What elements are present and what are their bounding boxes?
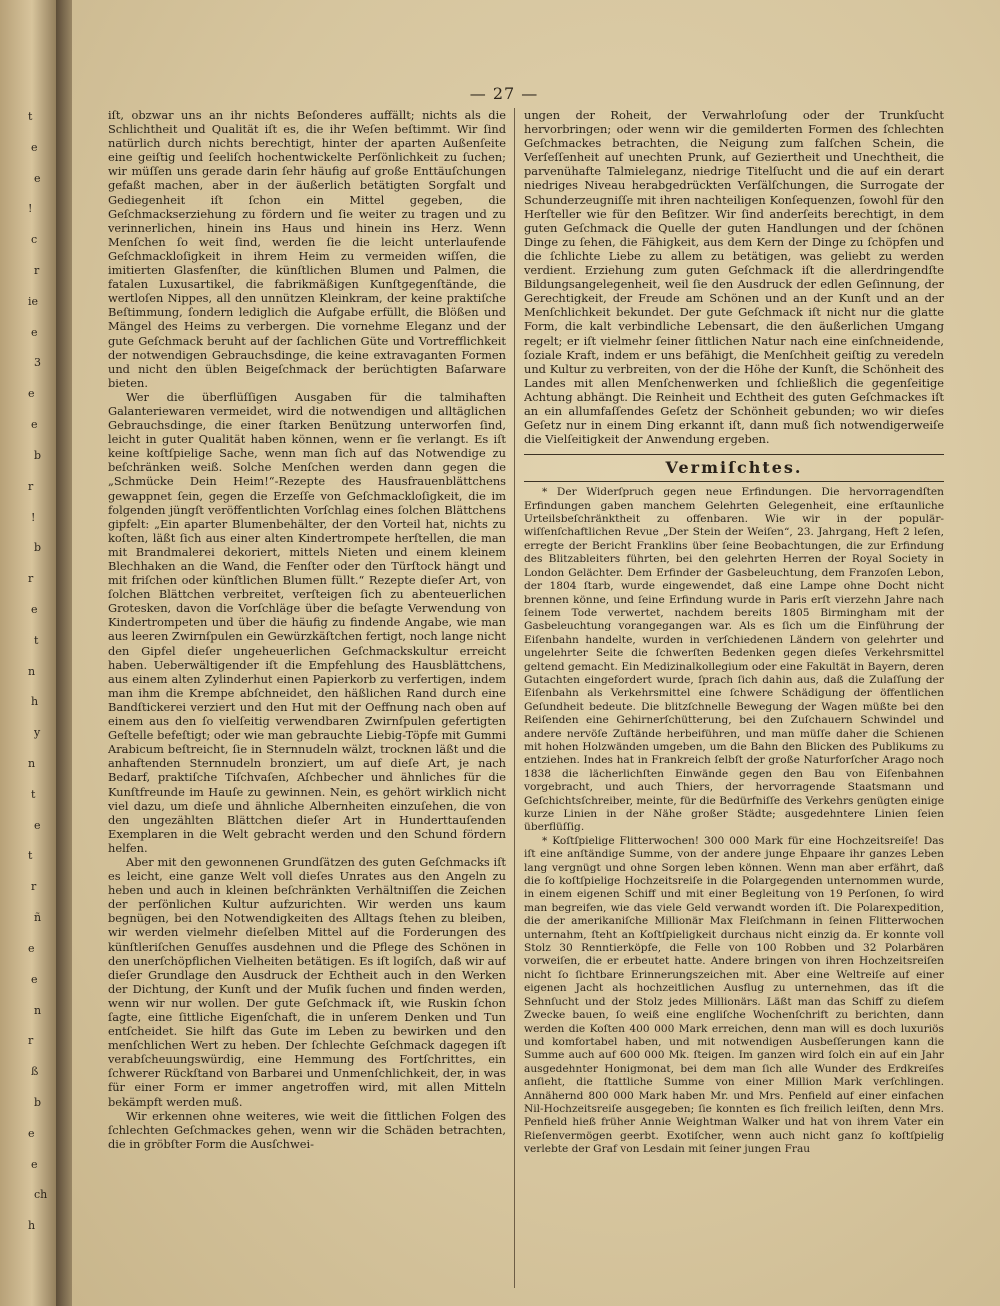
- margin-fragment: h: [28, 1219, 36, 1233]
- previous-page-edge: [0, 0, 58, 1306]
- margin-fragment: e: [34, 171, 41, 185]
- margin-fragment: e: [31, 140, 38, 154]
- margin-fragment: !: [31, 510, 36, 524]
- column-divider: [514, 108, 515, 1288]
- margin-fragment: t: [31, 787, 36, 801]
- margin-fragment: b: [34, 541, 42, 555]
- paragraph: iſt, obzwar uns an ihr nichts Beſonderes auffällt; nichts als die Schlichtheit und Qualität iſt es, die ihr Weſen beſtimmt. Wir ſind natürlich durch nichts berechtigt, hinter der aparten Außenſeite eine geiſtig und ſeeliſch hochentwickelte Perſönlichkeit zu ſuchen; wir müſſen uns gerade darin ſehr häufig auf große Enttäuſchungen gefaßt machen, aber in der äußerlich betätigten Sorgfalt und Gediegenheit iſt ſchon ein Mittel gegeben, die Geſchmackserziehung zu fördern und ſie weiter zu tragen und zu verinnerlichen, hinein ins Haus und hinein ins Herz. Wenn Menſchen ſo weit ſind, werden ſie die leicht unterlaufende Geſchmackloſigkeit in ihrem Heim zu vermeiden wiſſen, die imitierten Glasfenſter, die künſtlichen Blumen und Palmen, die fatalen Luxusartikel, die fabrikmäßigen Kunſtgegenſtände, die wertloſen Nippes, all den unnützen Kleinkram, der keine praktiſche Beſtimmung, ſondern lediglich die Aufgabe erfüllt, die Blößen und Mängel des Heims zu verbergen. Die vornehme Eleganz und der gute Geſchmack beruht auf der ſachlichen Güte und Vortrefflichkeit der notwendigen Gebrauchsdinge, die keine extravaganten Formen und nicht den üblen Beigeſchmack der berüchtigten Baſarware bieten.: [108, 108, 506, 390]
- section-rule: [524, 454, 944, 455]
- margin-fragment: b: [34, 1095, 42, 1109]
- margin-fragment: n: [28, 664, 36, 678]
- paragraph: ungen der Roheit, der Verwahrloſung oder der Trunkſucht hervorbringen; oder wenn wir die gemilderten Formen des ſchlechten Geſchmackes betrachten, die Neigung zum falſchen Schein, die Verſeſſenheit auf unechten Prunk, auf Geziertheit und Unechtheit, die parvenühafte Talmieleganz, niedrige Titelſucht und die auf ein derart niedriges Niveau herabgedrückten Verſälſchungen, die Surrogate der Schunderzeugniſſe mit ihren nachteiligen Konſequenzen, ſowohl für den Herſteller wie für den Beſitzer. Wir ſind anderſeits berechtigt, in dem guten Geſchmack die Quelle der guten Handlungen und der ſchönen Dinge zu ſehen, die Fähigkeit, aus dem Kern der Dinge zu ſchöpfen und die ſchlichte Liebe zu allem zu betätigen, was geliebt zu werden verdient. Erziehung zum guten Geſchmack iſt die allerdringendſte Bildungsangelegenheit, weil ſie den Ausdruck der edlen Geſinnung, der Gerechtigkeit, der Freude am Schönen und an der Kunſt und an der Menſchlichkeit bekundet. Der gute Geſchmack iſt nicht nur die glatte Form, die kalt verbindliche Lebensart, die den äußerlichen Umgang regelt; er iſt vielmehr ſeiner ſittlichen Natur nach eine einſchneidende, ſoziale Kraft, indem er uns befähigt, die Menſchheit geiſtig zu veredeln und Kultur zu verbreiten, von der die Höhe der Kunſt, die Schönheit des Landes mit allen Menſchenwerken und ſchließlich die gegenſeitige Achtung abhängt. Die Reinheit und Echtheit des guten Geſchmackes iſt an ein allumfaſſendes Geſetz der Schönheit gebunden; wo wir dieſes Geſetz nur in einem Ding erkannt iſt, dann muß ſich notwendigerweiſe die Vielſeitigkeit der Anwendung ergeben.: [524, 108, 944, 447]
- margin-fragment: n: [28, 757, 36, 771]
- margin-fragment: e: [31, 1157, 38, 1171]
- margin-fragment: h: [31, 695, 39, 709]
- news-item: * Koſtſpielige Flitterwochen! 300 000 Mark für eine Hochzeitsreiſe! Das iſt eine anſtändige Summe, von der andere junge Ehpaare ihr ganzes Leben lang vergnügt und ohne Sorgen leben können. Wenn man aber erfährt, daß die ſo koſtſpielige Hochzeitsreiſe in die Polargegenden unternommen wurde, in einem eigenen Schiff und mit einer Begleitung von 19 Perſonen, ſo wird man begreifen, wie das viele Geld verwandt worden iſt. Die Polarexpedition, die der amerikaniſche Millionär Max Fleiſchmann in ſeinen Flitterwochen unternahm, ſteht an Koſtſpieligkeit durchaus nicht einzig da. Er konnte voll Stolz 30 Renntierköpfe, die Felle von 100 Robben und 32 Polarbären vorweiſen, die er erbeutet hatte. Andere bringen von ihren Hochzeitsreiſen nicht ſo ſichtbare Erinnerungszeichen mit. Aber eine Weltreiſe auf einer eigenen Jacht als hochzeitlichen Ausflug zu unternehmen, das iſt die Sehnſucht und der Stolz jedes Millionärs. Läßt man das Schiff zu dieſem Zwecke bauen, ſo weiß eine engliſche Wochenſchrift zu berichten, dann werden die Koſten 400 000 Mark erreichen, denn man will es doch luxuriös und komfortabel haben, und mit notwendigen Ausbeſſerungen kann die Summe auch auf 600 000 Mk. ſteigen. Im ganzen wird ſolch ein auf ein Jahr ausgedehnter Honigmonat, bei dem man ſich alle Wunder des Erdkreiſes anſieht, die ſtattliche Summe von einer Million Mark verſchlingen. Annähernd 800 000 Mark haben Mr. und Mrs. Penfield auf einer einfachen Nil-Hochzeitsreiſe ausgegeben; ſie konnten es ſich freilich leiſten, denn Mrs. Penfield hieß früher Annie Weightman Walker und hat von ihrem Vater ein Rieſenvermögen geerbt. Exotiſcher, wenn auch nicht ganz ſo koſtſpielig verlebte der Graf von Lesdain mit ſeiner jungen Frau: [524, 834, 944, 1156]
- margin-fragment: e: [28, 941, 35, 955]
- margin-fragment: r: [31, 880, 37, 894]
- margin-fragment: t: [34, 633, 39, 647]
- margin-fragment: r: [28, 479, 34, 493]
- margin-fragment: t: [28, 110, 33, 123]
- page: [72, 0, 1000, 1306]
- margin-fragment: ñ: [34, 911, 42, 925]
- margin-fragment: r: [34, 264, 40, 278]
- margin-fragment: r: [28, 572, 34, 586]
- margin-fragment: e: [31, 602, 38, 616]
- margin-fragment: e: [28, 1126, 35, 1140]
- paragraph: Wer die überflüſſigen Ausgaben für die talmihaften Galanteriewaren vermeidet, wird die notwendigen und alltäglichen Gebrauchsdinge, die einer ſtarken Benützung unterworfen ſind, leicht in guter Qualität haben können, wenn er ſie verlangt. Es iſt keine koſtſpielige Sache, wenn man ſich auf das Notwendige zu beſchränken weiß. Solche Menſchen werden dann gegen die „Schmücke Dein Heim!“-Rezepte des Hausfrauenblättchens gewappnet ſein, gegen die Erzeſſe von Geſchmackloſigkeit, die im folgenden jüngſt veröffentlichten Vorſchlag eines ſolchen Blättchens gipfelt: „Ein aparter Blumenbehälter, der den Vorteil hat, nichts zu koſten, läßt ſich aus einer alten Kindertrompete herſtellen, die man mit Brandmalerei dekoriert, mittels Nieten und einem kleinem Blechhaken an die Wand, die Fenſter oder den Türſtock hängt und mit friſchen oder künſtlichen Blumen füllt.“ Rezepte dieſer Art, von ſolchen Blättchen verbreitet, verſteigen ſich zu abenteuerlichen Grotesken, davon die Vorſchläge über die beſagte Verwendung von Kindertrompeten und über die häufig zu findende Angabe, wie man aus leeren Zwirnſpulen ein Gewürzkäſtchen fertigt, noch lange nicht den Gipfel dieſer ungeheuerlichen Geſchmackskultur erreicht haben. Ueberwältigender iſt die Empfehlung des Hausblättchens, aus einem alten Zylinderhut einen Papierkorb zu verfertigen, indem man ihm die Krempe abſchneidet, den häßlichen Rand durch eine Bandſtickerei verziert und den Hut mit der Oeffnung nach oben auf einem aus den ſo vielſeitig verwendbaren Zwirnſpulen gefertigten Geſtelle befeſtigt; oder wie man gebrauchte Liebig-Töpfe mit Gummi Arabicum beſtreicht, ſie in Sternnudeln wälzt, trocknen läßt und die anhaftenden Sternnudeln bronziert, um auf dieſe Art, je nach Bedarf, praktiſche Tiſchvaſen, Aſchbecher und ähnliches für die Kunſtfreunde im Hauſe zu gewinnen. Nein, es gehört wirklich nicht viel dazu, um dieſe und ähnliche Albernheiten einzuſehen, die von den ungezählten Blättchen dieſer Art in Hunderttauſenden Exemplaren in die Welt gebracht werden und den Schund fördern helfen.: [108, 389, 506, 855]
- margin-fragment: 3: [34, 356, 41, 370]
- heading-rule: [524, 481, 944, 482]
- margin-fragment: ß: [31, 1065, 39, 1079]
- margin-fragment: e: [31, 972, 38, 986]
- margin-fragment: e: [31, 418, 38, 432]
- margin-fragment: c: [31, 233, 38, 247]
- margin-fragment: !: [28, 202, 33, 216]
- margin-fragment: e: [28, 387, 35, 401]
- left-column: [108, 108, 506, 1288]
- margin-fragment: e: [34, 818, 41, 832]
- page-number: — 27 —: [469, 84, 539, 103]
- margin-fragment: y: [34, 726, 41, 740]
- margin-fragment: e: [31, 325, 38, 339]
- margin-fragment: b: [34, 448, 42, 462]
- right-column: [524, 108, 944, 1288]
- margin-fragment: r: [28, 1034, 34, 1048]
- paragraph: Aber mit den gewonnenen Grundſätzen des guten Geſchmacks iſt es leicht, eine ganze Welt voll dieſes Unrates aus den Angeln zu heben und auch in kleinen beſchränkten Verhältniſſen die Zeichen der perſönlichen Kultur aufzurichten. Wir werden uns kaum begnügen, bei den Notwendigkeiten des Alltags ſtehen zu bleiben, wir werden vielmehr dieſelben Mittel auf die Forderungen des künſtleriſchen Genuſſes ausdehnen und die Pflege des Schönen in den unerſchöpflichen Vielheiten betätigen. Es iſt logiſch, daß wir auf dieſer Grundlage den Ausdruck der Echtheit auch in den Werken der Dichtung, der Kunſt und der Muſik ſuchen und finden werden, wenn wir nur wollen. Der gute Geſchmack iſt, wie Ruskin ſchon ſagte, eine ſittliche Eigenſchaft, die in unſerem Denken und Tun entſcheidet. Sie hilft das Gute im Leben zu bewirken und den menſchlichen Wert zu heben. Der ſchlechte Geſchmack dagegen iſt verabſcheuungswürdig, eine Hemmung des Fortſchrittes, ein ſchwerer Rückſtand von Barbarei und Unmenſchlichkeit, der, in was für einer Form er immer angetroffen wird, mit allen Mitteln bekämpft werden muß.: [108, 854, 506, 1109]
- paragraph: Wir erkennen ohne weiteres, wie weit die ſittlichen Folgen des ſchlechten Geſchmackes gehen, wenn wir die Schäden betrachten, die in gröbſter Form die Ausſchwei-: [108, 1108, 506, 1151]
- news-item: * Der Widerſpruch gegen neue Erfindungen. Die hervorragendſten Erfindungen gaben manchem Gelehrten Gelegenheit, eine erſtaunliche Urteilsbeſchränktheit zu offenbaren. Wie wir in der populär-wiſſenſchaftlichen Revue „Der Stein der Weiſen“, 23. Jahrgang, Heft 2 leſen, erregte der Bericht Franklins über ſeine Beobachtungen, die zur Erfindung des Blitzableiters führten, bei den gelehrten Herren der Royal Society in London Gelächter. Dem Erfinder der Gasbeleuchtung, dem Franzoſen Lebon, der 1804 ſtarb, wurde eingewendet, daß eine Lampe ohne Docht nicht brennen könne, und ſeine Erfindung wurde in Paris erſt vierzehn Jahre nach ſeinem Tode verwertet, nachdem bereits 1805 Birmingham mit der Gasbeleuchtung vorangegangen war. Als es ſich um die Einführung der Eiſenbahn handelte, wurden in verſchiedenen Ländern von gelehrter und ungelehrter Seite die ſchwerſten Bedenken gegen dieſes Verkehrsmittel geltend gemacht. Ein Medizinalkollegium oder eine Fakultät in Bayern, deren Gutachten eingefordert wurde, ſprach ſich dahin aus, daß die Zulaſſung der Eiſenbahn als Verkehrsmittel eine ſchwere Schädigung der öffentlichen Geſundheit bedeute. Die blitzſchnelle Bewegung der Wagen müßte bei den Reiſenden eine Gehirnerſchütterung, bei den Zuſchauern Schwindel und andere nervöſe Zuſtände herbeiführen, und man müſſe daher die Schienen mit hohen Holzwänden umgeben, um die Bahn den Blicken des Publikums zu entziehen. Indes hat in Frankreich ſelbſt der große Naturforſcher Arago noch 1838 die lächerlichſten Einwände gegen den Bau von Eiſenbahnen vorgebracht, und auch Thiers, der hervorragende Staatsmann und Geſchichtsſchreiber, meinte, für die Bedürfniſſe des Verkehrs genügten einige kurze Linien in der Nähe großer Städte; ausgedehntere Linien ſeien überflüſſig.: [524, 486, 944, 834]
- section-heading: Vermiſchtes.: [665, 458, 803, 478]
- margin-fragment: ie: [28, 294, 39, 308]
- margin-fragment: t: [28, 849, 33, 863]
- margin-fragment: ch: [34, 1188, 48, 1202]
- margin-fragment: n: [34, 1003, 42, 1017]
